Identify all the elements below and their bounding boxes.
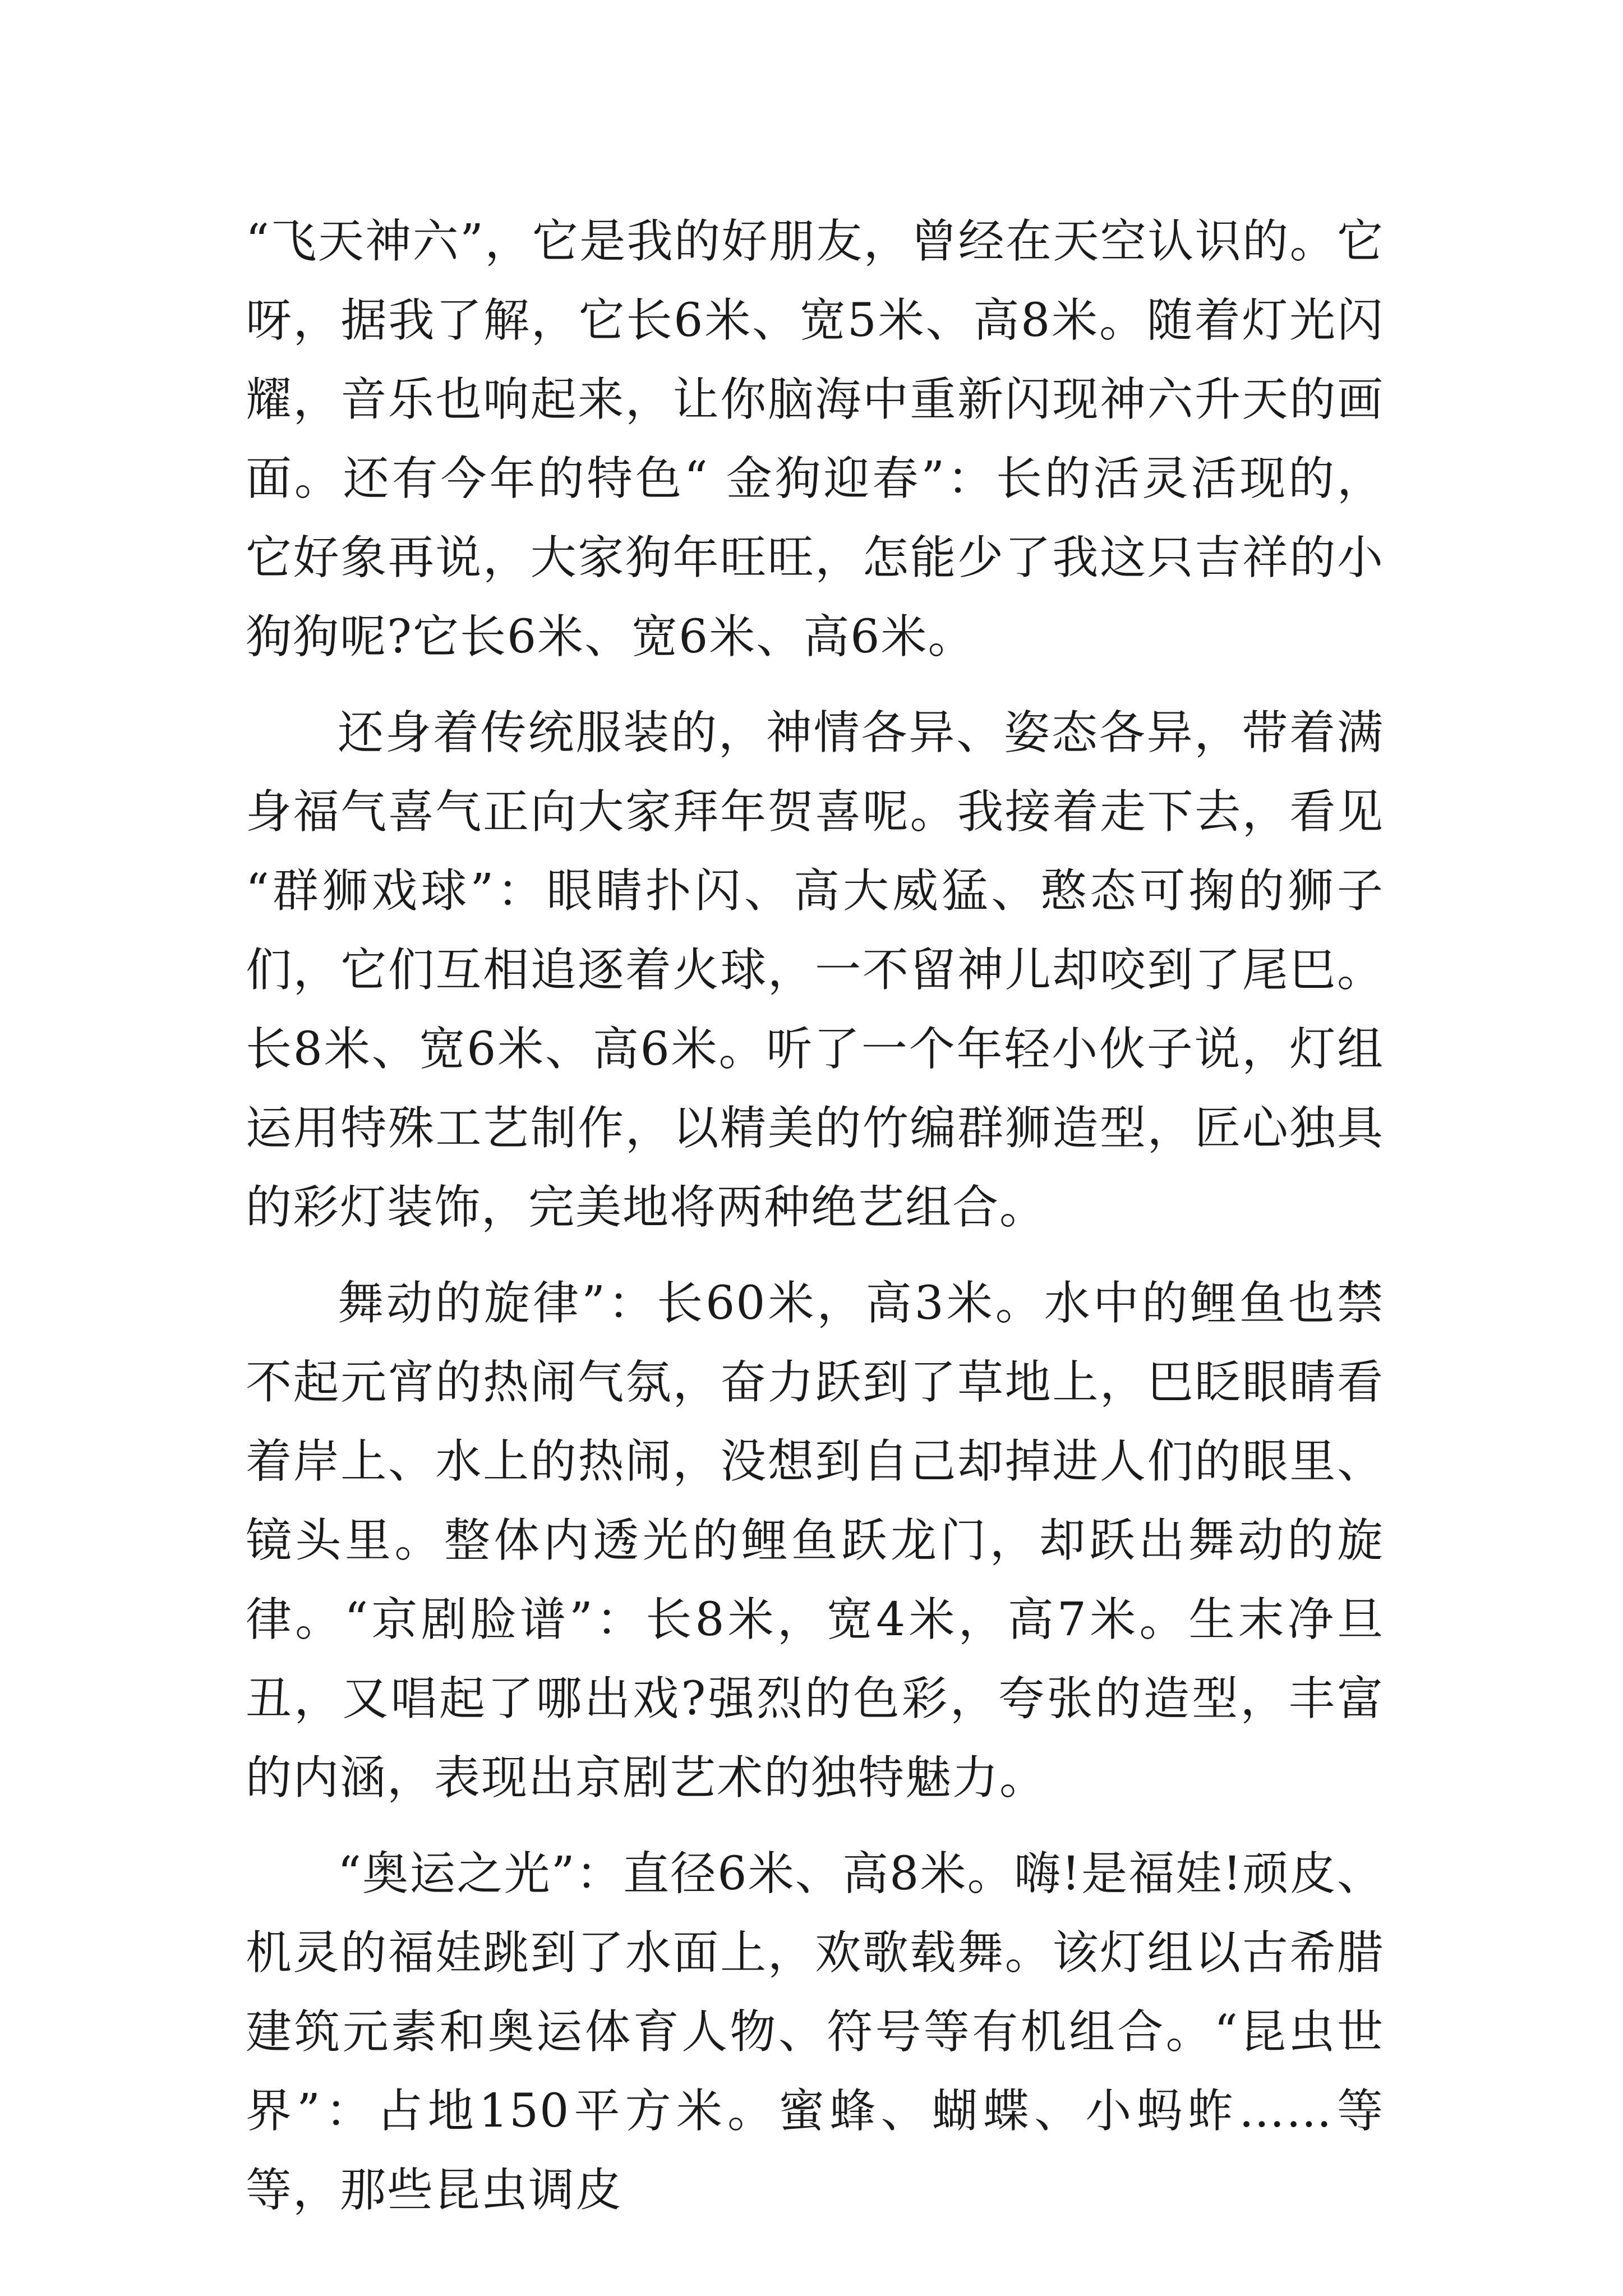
paragraph-3: 舞动的旋律”：长60米，高3米。水中的鲤鱼也禁不起元宵的热闹气氛，奋力跃到了草地上，巴眨眼睛看着岸上、水上的热闹，没想到自己却掉进人们的眼里、镜头里。整体内透光的鲤鱼跃龙门，却跃出舞动的旋律。“京剧脸谱”：长8米，宽4米，高7米。生末净旦丑，又唱起了哪出戏?强烈的色彩，夸张的造型，丰富的内涵，表现出京剧艺术的独特魅力。 <box>246 1277 1384 1805</box>
paragraph-2: 还身着传统服装的，神情各异、姿态各异，带着满身福气喜气正向大家拜年贺喜呢。我接着走下去，看见 “群狮戏球”：眼睛扑闪、高大威猛、憨态可掬的狮子们，它们互相追逐着火球，一不留神儿却咬到了尾巴。长8米、宽6米、高6米。听了一个年轻小伙子说，灯组运用特殊工艺制作，以精美的竹编群狮造型，匠心独具的彩灯装饰，完美地将两种绝艺组合。 <box>246 706 1384 1234</box>
paragraph-4: “奥运之光”：直径6米、高8米。嗨!是福娃!顽皮、机灵的福娃跳到了水面上，欢歌载舞。该灯组以古希腊建筑元素和奥运体育人物、符号等有机组合。“昆虫世界”：占地150平方米。蜜蜂、蝴蝶、小蚂蚱……等等，那些昆虫调皮 <box>246 1847 1384 2217</box>
paragraph-1: “飞天神六”，它是我的好朋友，曾经在天空认识的。它呀，据我了解，它长6米、宽5米、高8米。随着灯光闪耀，音乐也响起来，让你脑海中重新闪现神六升天的画面。还有今年的特色“ 金狗迎春”：长的活灵活现的，它好象再说，大家狗年旺旺，怎能少了我这只吉祥的小狗狗呢?它长6米、宽6米、高6米。 <box>246 215 1384 664</box>
document-body <box>246 202 1384 2247</box>
